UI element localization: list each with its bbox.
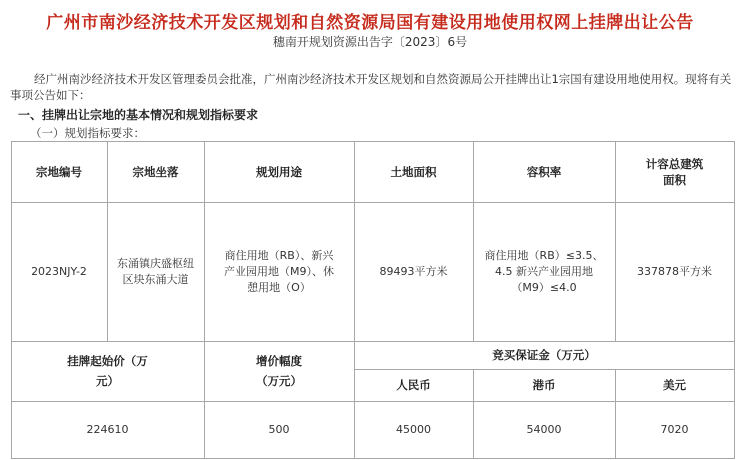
- header-deposit: 竞买保证金（万元）: [492, 348, 596, 362]
- deposit-hkd: 54000: [526, 422, 562, 436]
- header-rmb: 人民币: [396, 378, 431, 392]
- total-gfa: 337878平方米: [637, 264, 712, 278]
- header-parcel-no: 宗地编号: [36, 164, 82, 179]
- header-increment: 增价幅度（万元）: [256, 354, 302, 388]
- notice-title: 广州市南沙经济技术开发区规划和自然资源局国有建设用地使用权网上挂牌出让公告: [46, 13, 694, 33]
- parcel-location: 东涌镇庆盛枢纽区块东涌大道: [117, 256, 194, 286]
- section-heading: 一、挂牌出让宗地的基本情况和规划指标要求: [18, 108, 259, 122]
- table-rule: [734, 141, 735, 459]
- header-hkd: 港币: [532, 378, 556, 392]
- plot-ratio: 商住用地（RB）≤3.5、4.5 新兴产业园用地（M9）≤4.0: [484, 248, 604, 294]
- header-gfa: 计容总建筑面积: [645, 156, 704, 187]
- subsection-heading: （一）规划指标要求：: [30, 126, 145, 140]
- deposit-usd: 7020: [660, 422, 689, 436]
- header-usd: 美元: [663, 378, 686, 392]
- intro-paragraph: 经广州南沙经济技术开发区管理委员会批准，广州南沙经济技术开发区规划和自然资源局公开挂牌出让1宗国有建设用地使用权。现将有关事项公告如下：: [10, 72, 732, 102]
- parcel-no: 2023NJY-2: [31, 264, 87, 278]
- header-land-area: 土地面积: [390, 164, 437, 179]
- start-price: 224610: [86, 422, 129, 436]
- header-start-price: 挂牌起始价（万元）: [67, 354, 148, 388]
- table-rule: [11, 458, 735, 459]
- land-area: 89493平方米: [379, 264, 448, 278]
- planned-use: 商住用地（RB）、新兴产业园用地（M9）、休憩用地（O）: [224, 248, 334, 294]
- header-plot-ratio: 容积率: [526, 164, 562, 179]
- deposit-rmb: 45000: [396, 422, 431, 436]
- price-increment: 500: [268, 422, 290, 436]
- document-number: 穗南开规划资源出告字〔2023〕6号: [272, 35, 468, 49]
- planning-indicator-table: [11, 141, 735, 459]
- header-planned-use: 规划用途: [256, 164, 302, 179]
- header-location: 宗地坐落: [132, 164, 179, 179]
